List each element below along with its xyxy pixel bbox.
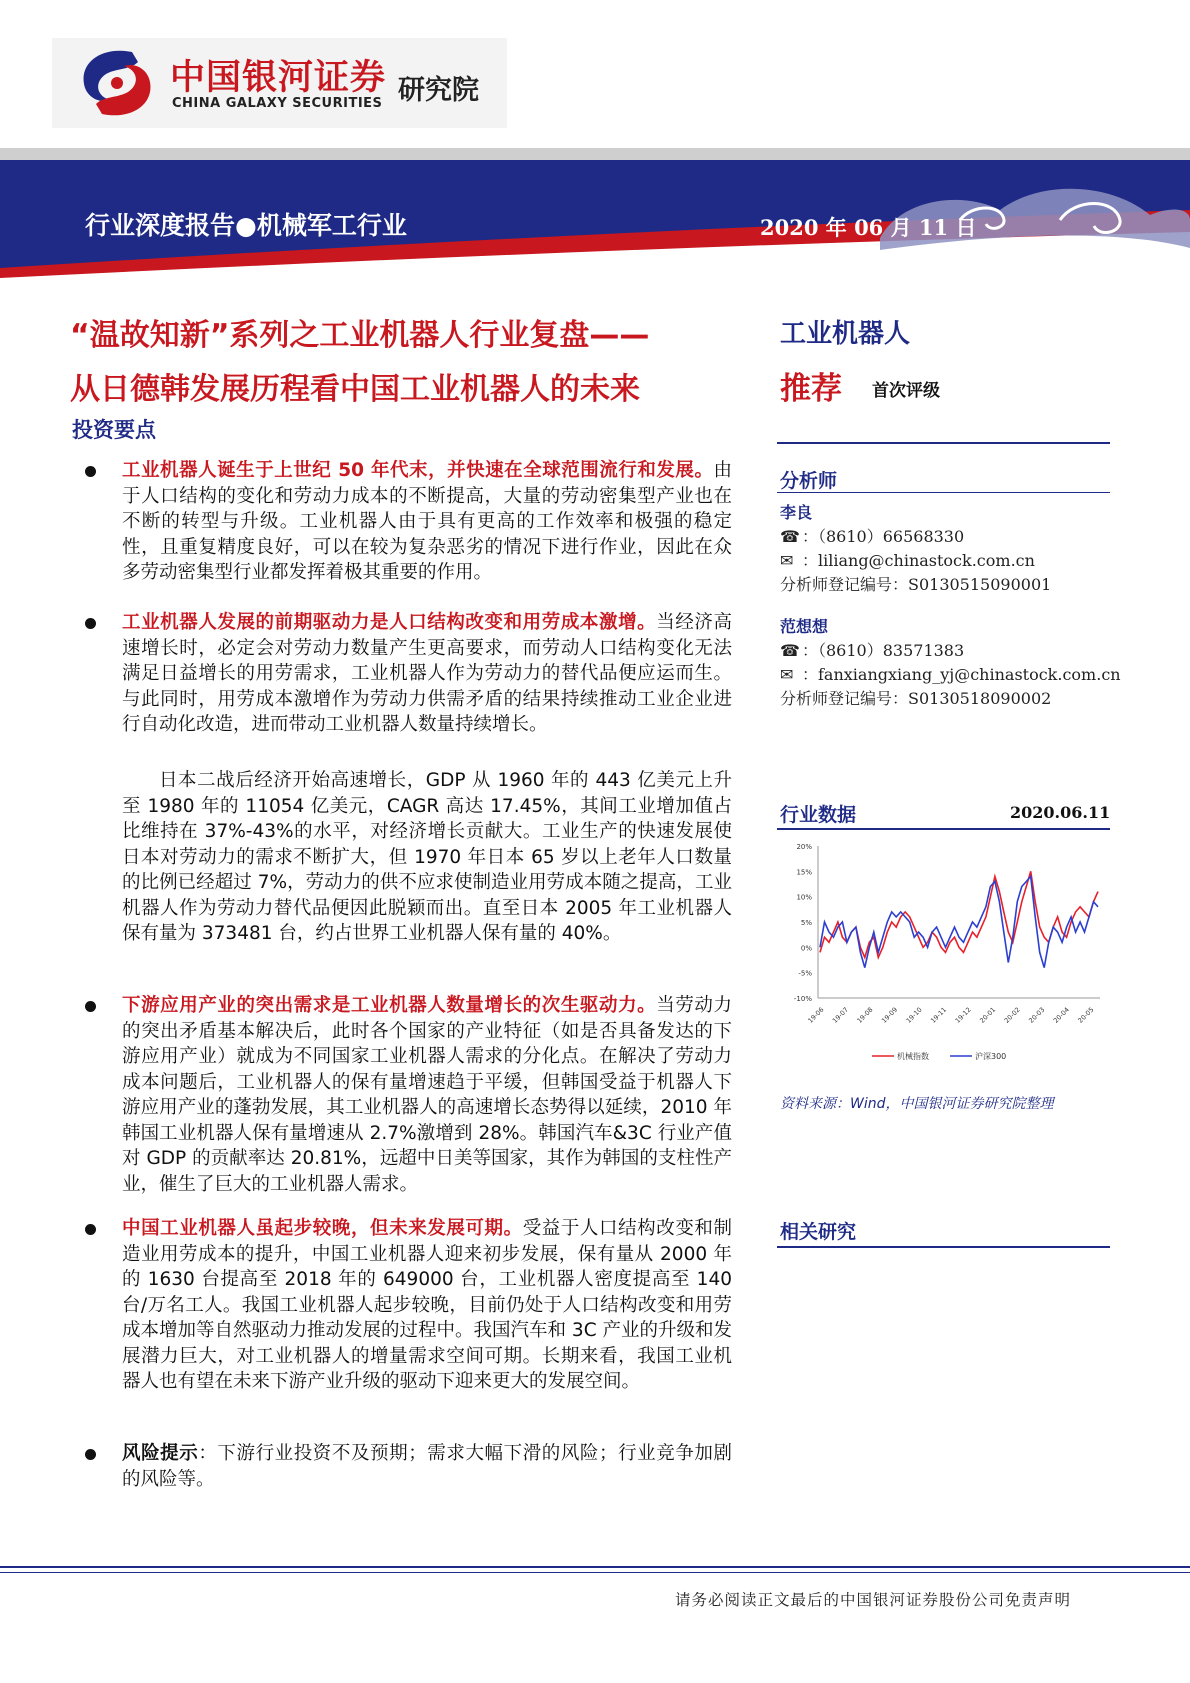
bullet-dot bbox=[85, 1001, 96, 1012]
analyst-phone: ☎ ：（8610）83571383 bbox=[780, 641, 965, 660]
x-tick-label: 19-08 bbox=[855, 1005, 875, 1025]
analyst-email[interactable]: ✉ ：fanxiangxiang_yj@chinastock.com.cn bbox=[780, 665, 1121, 684]
rating-note: 首次评级 bbox=[872, 381, 940, 401]
analyst-name: 李良 bbox=[780, 503, 813, 522]
x-tick-label: 20-02 bbox=[1002, 1005, 1022, 1025]
bullet-dot bbox=[85, 1449, 96, 1460]
legend-label: 沪深300 bbox=[975, 1052, 1007, 1061]
logo-text-en: CHINA GALAXY SECURITIES bbox=[172, 96, 383, 111]
x-tick-label: 19-06 bbox=[806, 1005, 826, 1025]
y-tick-label: 15% bbox=[796, 868, 812, 877]
x-tick-label: 19-07 bbox=[830, 1005, 850, 1025]
body-paragraph: 日本二战后经济开始高速增长，GDP 从 1960 年的 443 亿美元上升至 1980 年的 11054 亿美元，CAGR 高达 17.45%，其间工业增加值占比维持在 37%-43%的水平，对经济增长贡献大。工业生产的快速发展使日本对劳动力的需求不断扩大，但 1970 年日本 65 岁以上老年人口数量的比例已经超过 7%，劳动力的供不应求使制造业用劳成本随之提高，工业机器人作为劳动力替代品便因此脱颖而出。直至日本 2005 年工业机器人保有量为 373481 台，约占世界工业机器人保有量的 40%。 bbox=[122, 770, 732, 944]
y-tick-label: -10% bbox=[793, 995, 812, 1003]
bullet-paragraph: 工业机器人诞生于上世纪 50 年代末，并快速在全球范围流行和发展。由于人口结构的变化和劳动力成本的不断提高，大量的劳动密集型产业也在不断的转型与升级。工业机器人由于具有更高的工作效率和极强的稳定性，且重复精度良好，可以在较为复杂恶劣的情况下进行作业，因此在众多劳动密集型行业都发挥着极其重要的作用。 bbox=[122, 460, 732, 583]
phone-icon: ☎ bbox=[780, 641, 800, 660]
y-tick-label: 20% bbox=[796, 843, 812, 851]
mail-icon: ✉ bbox=[780, 551, 794, 570]
x-tick-label: 19-09 bbox=[880, 1005, 900, 1025]
phone-icon: ☎ bbox=[780, 527, 800, 546]
y-tick-label: 10% bbox=[796, 893, 812, 902]
related-research-heading: 相关研究 bbox=[780, 1221, 857, 1243]
analyst-reg: 分析师登记编号：S0130518090002 bbox=[780, 689, 1052, 708]
analyst-phone: ☎ ：（8610）66568330 bbox=[780, 527, 965, 546]
sidebar-divider bbox=[777, 1246, 1110, 1248]
chart-source: 资料来源：Wind，中国银河证券研究院整理 bbox=[780, 1096, 1054, 1112]
footer-line bbox=[0, 1566, 1190, 1568]
header-gray-band bbox=[0, 148, 1190, 160]
analyst-name: 范想想 bbox=[780, 617, 829, 636]
bullet-dot bbox=[85, 466, 96, 477]
analyst-reg: 分析师登记编号：S0130515090001 bbox=[780, 575, 1052, 594]
report-type: 行业深度报告●机械军工行业 bbox=[85, 211, 407, 240]
bullet-paragraph: 下游应用产业的突出需求是工业机器人数量增长的次生驱动力。当劳动力的突出矛盾基本解决后，此时各个国家的产业特征（如是否具备发达的下游应用产业）就成为不同国家工业机器人需求的分化点。在解决了劳动力成本问题后，工业机器人的保有量增速趋于平缓，但韩国受益于机器人下游应用产业的蓬勃发展，其工业机器人的高速增长态势得以延续，2010 年韩国工业机器人保有量增速从 2.7%激增到 28%。韩国汽车&3C 行业产值对 GDP 的贡献率达 20.81%，远超中日美等国家，其作为韩国的支柱性产业，催生了巨大的工业机器人需求。 bbox=[122, 995, 732, 1195]
analyst-heading: 分析师 bbox=[780, 470, 838, 492]
x-tick-label: 20-05 bbox=[1076, 1005, 1096, 1025]
footer-disclaimer: 请务必阅读正文最后的中国银河证券股份公司免责声明 bbox=[675, 1591, 1072, 1609]
series-line-1 bbox=[820, 876, 1098, 967]
rating: 推荐 bbox=[780, 371, 842, 407]
bullet-paragraph: 风险提示：下游行业投资不及预期；需求大幅下滑的风险；行业竞争加剧的风险等。 bbox=[122, 1443, 732, 1490]
bullet-dot bbox=[85, 618, 96, 629]
x-tick-label: 20-03 bbox=[1027, 1005, 1047, 1025]
footer-line bbox=[0, 1572, 1190, 1573]
x-tick-label: 19-10 bbox=[904, 1005, 924, 1025]
report-date: 2020 年 06 月 11 日 bbox=[760, 215, 977, 240]
y-tick-label: -5% bbox=[798, 969, 812, 978]
market-data-heading: 行业数据 bbox=[780, 804, 857, 826]
mail-icon: ✉ bbox=[780, 665, 794, 684]
y-tick-label: 0% bbox=[800, 944, 812, 953]
x-tick-label: 19-11 bbox=[929, 1005, 949, 1025]
bullet-paragraph: 工业机器人发展的前期驱动力是人口结构改变和用劳成本激增。当经济高速增长时，必定会对劳动力数量产生更高要求，而劳动人口结构变化无法满足日益增长的用劳需求，工业机器人作为劳动力的替代品便应运而生。与此同时，用劳成本激增作为劳动力供需矛盾的结果持续推动工业企业进行自动化改造，进而带动工业机器人数量持续增长。 bbox=[122, 612, 732, 735]
industry-name: 工业机器人 bbox=[780, 319, 911, 349]
sidebar-divider bbox=[777, 492, 1110, 493]
market-data-date: 2020.06.11 bbox=[1010, 803, 1111, 822]
y-tick-label: 5% bbox=[800, 919, 812, 927]
report-title-line2: 从日德韩发展历程看中国工业机器人的未来 bbox=[70, 372, 640, 407]
bullet-paragraph: 中国工业机器人虽起步较晚，但未来发展可期。受益于人口结构改变和制造业用劳成本的提升，中国工业机器人迎来初步发展，保有量从 2000 年的 1630 台提高至 2018 年的 649000 台，工业机器人密度提高至 140 台/万名工人。我国工业机器人起步较晚，目前仍处于人口结构改变和用劳成本增加等自然驱动力推动发展的过程中。我国汽车和 3C 产业的升级和发展潜力巨大，对工业机器人的增量需求空间可期。长期来看，我国工业机器人也有望在未来下游产业升级的驱动下迎来更大的发展空间。 bbox=[122, 1218, 732, 1392]
sidebar-divider bbox=[777, 828, 1110, 830]
series-line-0 bbox=[820, 871, 1098, 957]
x-tick-label: 20-01 bbox=[978, 1005, 998, 1025]
bullet-dot bbox=[85, 1224, 96, 1235]
x-tick-label: 20-04 bbox=[1051, 1005, 1071, 1025]
market-chart bbox=[780, 836, 1110, 1076]
report-title-line1: “温故知新”系列之工业机器人行业复盘—— bbox=[70, 318, 650, 353]
logo-text-cn: 中国银河证券 bbox=[170, 58, 387, 98]
section-heading: 投资要点 bbox=[72, 418, 156, 442]
x-tick-label: 19-12 bbox=[953, 1005, 973, 1025]
analyst-email[interactable]: ✉ ：liliang@chinastock.com.cn bbox=[780, 551, 1035, 570]
galaxy-logo-icon bbox=[72, 44, 162, 122]
legend-label: 机械指数 bbox=[897, 1052, 929, 1061]
logo-institute: 研究院 bbox=[398, 75, 479, 106]
sidebar-divider bbox=[777, 442, 1110, 444]
